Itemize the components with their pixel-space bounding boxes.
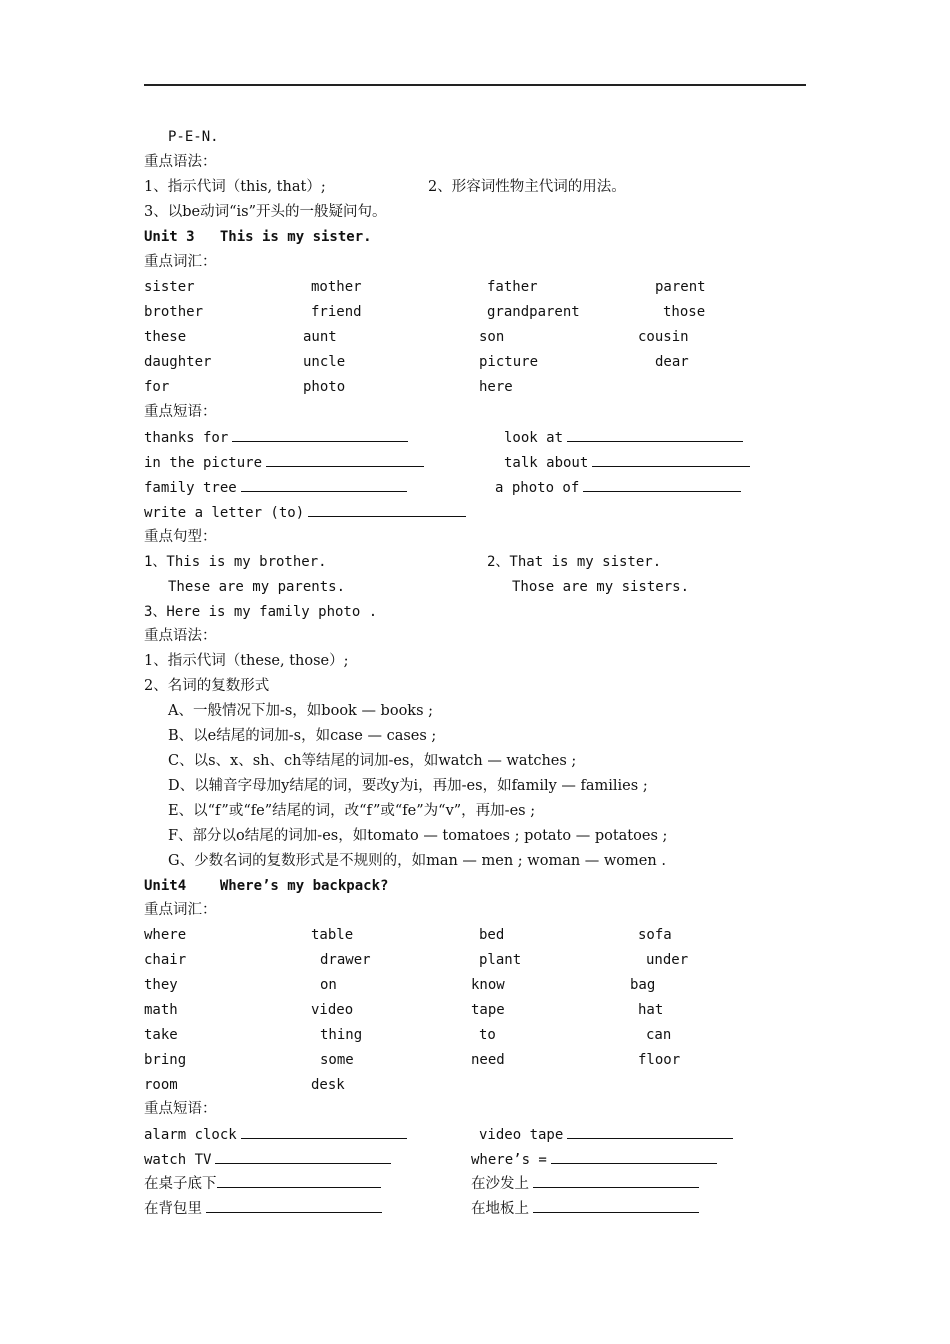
- phrase-line: [471, 1173, 699, 1194]
- vocab-word: room: [144, 1077, 178, 1093]
- grammar-item: 1、指示代词（this, that）;: [144, 179, 326, 195]
- sentence: 2、That is my sister.: [487, 554, 662, 570]
- vocab-word: photo: [303, 379, 346, 395]
- phrase-text: look at: [504, 430, 564, 446]
- vocab-word: can: [646, 1027, 672, 1043]
- vocab-word: under: [646, 952, 689, 968]
- vocab-word: take: [144, 1027, 178, 1043]
- unit4-title: Unit4 Where’s my backpack?: [144, 878, 389, 894]
- vocab-word: sister: [144, 279, 195, 295]
- answer-blank[interactable]: [266, 452, 424, 467]
- phrase-line: [144, 452, 424, 473]
- answer-blank[interactable]: [215, 1149, 391, 1164]
- phrase-line: [479, 1124, 733, 1145]
- vocab-word: desk: [311, 1077, 345, 1093]
- phrase-text: in the picture: [144, 455, 263, 471]
- sentence-heading: 重点句型：: [144, 529, 217, 545]
- vocab-word: video: [311, 1002, 354, 1018]
- vocab-word: father: [487, 279, 538, 295]
- grammar-heading: 重点语法：: [144, 628, 217, 644]
- phrase-line: [144, 1149, 391, 1170]
- grammar-item: 2、形容词性物主代词的用法。: [428, 179, 626, 195]
- vocab-word: parent: [655, 279, 706, 295]
- vocab-word: need: [471, 1052, 505, 1068]
- vocab-word: know: [471, 977, 505, 993]
- vocab-word: math: [144, 1002, 178, 1018]
- vocab-word: son: [479, 329, 505, 345]
- vocab-word: picture: [479, 354, 539, 370]
- phrase-line: [144, 1198, 382, 1219]
- vocab-word: sofa: [638, 927, 672, 943]
- phrase-text: video tape: [479, 1127, 564, 1143]
- phrase-line: [144, 502, 466, 523]
- phrase-text: talk about: [504, 455, 589, 471]
- vocab-word: bring: [144, 1052, 187, 1068]
- vocab-word: where: [144, 927, 187, 943]
- phrase-line: [504, 427, 743, 448]
- vocab-word: on: [320, 977, 337, 993]
- plural-rule: A、一般情况下加-s，如book — books ;: [168, 703, 434, 719]
- plural-rule: D、以辅音字母加y结尾的词，要改y为i，再加-es，如family — families ;: [168, 778, 648, 794]
- phrase-line: [144, 427, 408, 448]
- vocab-word: drawer: [320, 952, 371, 968]
- vocab-word: mother: [311, 279, 362, 295]
- vocab-word: bag: [630, 977, 656, 993]
- vocab-word: friend: [311, 304, 362, 320]
- grammar-item: 1、指示代词（these, those）;: [144, 653, 349, 669]
- sentence: Those are my sisters.: [512, 579, 690, 595]
- grammar-heading: 重点语法：: [144, 154, 217, 170]
- plural-rule: G、少数名词的复数形式是不规则的，如man — men ; woman — women .: [168, 853, 666, 869]
- unit3-title: Unit 3 This is my sister.: [144, 229, 372, 245]
- phrase-line: [495, 477, 741, 498]
- plural-rule: B、以e结尾的词加-s，如case — cases ;: [168, 728, 437, 744]
- vocab-word: table: [311, 927, 354, 943]
- phrase-line: [471, 1198, 699, 1219]
- vocab-word: aunt: [303, 329, 337, 345]
- phrase-text: 在地板上: [471, 1201, 529, 1217]
- plural-rule: F、部分以o结尾的词加-es，如tomato — tomatoes ; potato — potatoes ;: [168, 828, 668, 844]
- phrase-line: [144, 477, 407, 498]
- answer-blank[interactable]: [206, 1198, 382, 1213]
- phrase-line: [471, 1149, 717, 1170]
- vocab-word: uncle: [303, 354, 346, 370]
- phrase-line: [504, 452, 750, 473]
- vocab-word: daughter: [144, 354, 212, 370]
- answer-blank[interactable]: [592, 452, 750, 467]
- vocab-word: these: [144, 329, 187, 345]
- vocab-word: grandparent: [487, 304, 580, 320]
- phrase-text: thanks for: [144, 430, 229, 446]
- vocab-word: they: [144, 977, 178, 993]
- answer-blank[interactable]: [533, 1173, 699, 1188]
- sentence: 1、This is my brother.: [144, 554, 327, 570]
- plural-rule: C、以s、x、sh、ch等结尾的词加-es，如watch — watches ;: [168, 753, 577, 769]
- answer-blank[interactable]: [533, 1198, 699, 1213]
- vocab-word: here: [479, 379, 513, 395]
- phrase-line: [144, 1173, 381, 1194]
- phrase-text: 在桌子底下: [144, 1176, 217, 1192]
- answer-blank[interactable]: [567, 1124, 733, 1139]
- vocab-word: plant: [479, 952, 522, 968]
- vocab-heading: 重点词汇：: [144, 254, 217, 270]
- phrase-heading: 重点短语：: [144, 1101, 217, 1117]
- grammar-item: 3、以be动词“is”开头的一般疑问句。: [144, 204, 387, 220]
- vocab-word: for: [144, 379, 170, 395]
- phrase-text: watch TV: [144, 1152, 212, 1168]
- answer-blank[interactable]: [583, 477, 741, 492]
- vocab-word: to: [479, 1027, 496, 1043]
- answer-blank[interactable]: [217, 1173, 381, 1188]
- phrase-text: alarm clock: [144, 1127, 237, 1143]
- phrase-text: where’s =: [471, 1152, 547, 1168]
- answer-blank[interactable]: [567, 427, 743, 442]
- answer-blank[interactable]: [232, 427, 408, 442]
- vocab-word: bed: [479, 927, 505, 943]
- grammar-item: 2、名词的复数形式: [144, 678, 270, 694]
- sentence: 3、Here is my family photo .: [144, 604, 378, 620]
- phrase-line: [144, 1124, 407, 1145]
- vocab-word: chair: [144, 952, 187, 968]
- vocab-word: thing: [320, 1027, 363, 1043]
- vocab-word: hat: [638, 1002, 664, 1018]
- vocab-word: floor: [638, 1052, 681, 1068]
- answer-blank[interactable]: [308, 502, 466, 517]
- phrase-text: family tree: [144, 480, 237, 496]
- vocab-heading: 重点词汇：: [144, 902, 217, 918]
- vocab-word: dear: [655, 354, 689, 370]
- sentence: These are my parents.: [168, 579, 346, 595]
- phrase-heading: 重点短语：: [144, 404, 217, 420]
- header-rule: [144, 84, 806, 86]
- phrase-text: 在沙发上: [471, 1176, 529, 1192]
- phrase-text: a photo of: [495, 480, 580, 496]
- phrase-text: 在背包里: [144, 1201, 202, 1217]
- plural-rule: E、以“f”或“fe”结尾的词，改“f”或“fe”为“v”，再加-es ;: [168, 803, 536, 819]
- vocab-word: those: [663, 304, 706, 320]
- answer-blank[interactable]: [241, 1124, 407, 1139]
- vocab-word: some: [320, 1052, 354, 1068]
- phrase-text: write a letter (to): [144, 505, 305, 521]
- pen-line: P-E-N.: [168, 129, 219, 145]
- answer-blank[interactable]: [241, 477, 407, 492]
- vocab-word: cousin: [638, 329, 689, 345]
- vocab-word: brother: [144, 304, 204, 320]
- vocab-word: tape: [471, 1002, 505, 1018]
- answer-blank[interactable]: [551, 1149, 717, 1164]
